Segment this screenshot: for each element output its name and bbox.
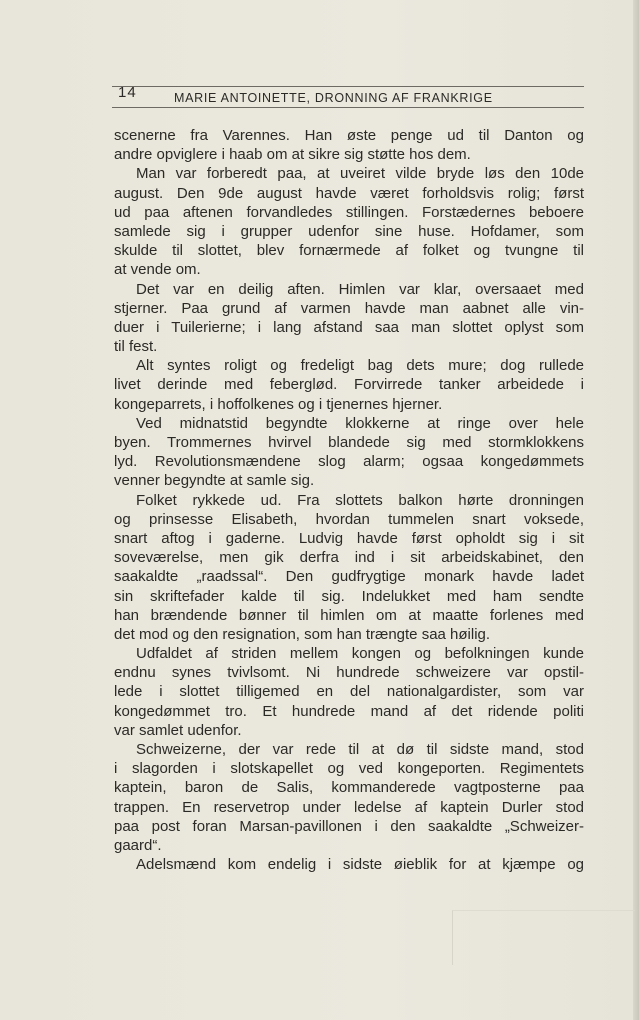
running-title: MARIE ANTOINETTE, DRONNING AF FRANKRIGE bbox=[174, 91, 493, 105]
text-line: Udfaldet af striden mellem kongen og befolkningen kunde bbox=[136, 645, 584, 663]
text-line: scenerne fra Varennes. Han øste penge ud til Danton og bbox=[114, 127, 584, 144]
text-line: samlede sig i grupper udenfor sine huse. Hofdamer, som bbox=[114, 222, 584, 240]
text-line: venner begyndte at samle sig. bbox=[114, 472, 315, 490]
text-line: Schweizerne, der var rede til at dø til sidste mand, stod bbox=[136, 741, 584, 758]
page-edge bbox=[633, 0, 639, 1020]
body-text bbox=[114, 126, 584, 874]
text-line: Det var en deilig aften. Himlen var klar, oversaaet med bbox=[136, 280, 584, 298]
paper-mark bbox=[452, 910, 635, 965]
text-line: saakaldte „raadssal“. Den gudfrygtige monark havde ladet bbox=[114, 568, 584, 586]
text-line: han brændende bønner til himlen om at maatte forlenes med bbox=[114, 606, 584, 624]
text-line: livet derinde med feberglød. Forvirrede tanker arbeidede i bbox=[114, 376, 584, 394]
text-line: i slagorden i slotskapellet og ved kongeporten. Regimentets bbox=[114, 760, 584, 778]
page-header bbox=[112, 80, 584, 108]
text-line: paa post foran Marsan-pavillonen i den saakaldte „Schweizer- bbox=[114, 817, 584, 835]
text-line: stjerner. Paa grund af varmen havde man aabnet alle vin- bbox=[114, 299, 584, 317]
text-line: snart aftog i gaderne. Ludvig havde først opholdt sig i sit bbox=[114, 529, 584, 547]
text-line: august. Den 9de august havde været forholdsvis rolig; først bbox=[114, 184, 584, 202]
text-line: Man var forberedt paa, at uveiret vilde bryde løs den 10de bbox=[136, 165, 584, 183]
text-line: skulde til slottet, blev fornærmede af folket og tvungne til bbox=[114, 242, 584, 260]
text-line: gaard“. bbox=[114, 836, 162, 854]
text-line: til fest. bbox=[114, 338, 158, 356]
text-line: byen. Trommernes hvirvel blandede sig med stormklokkens bbox=[114, 434, 584, 451]
header-rule-top bbox=[112, 86, 584, 87]
page-number: 14 bbox=[118, 84, 137, 101]
text-line: og prinsesse Elisabeth, hvordan tummelen snart voksede, bbox=[114, 510, 584, 528]
text-line: duer i Tuilerierne; i lang afstand saa man slottet oplyst som bbox=[114, 318, 584, 336]
text-line: det mod og den resignation, som han trængte saa høilig. bbox=[114, 625, 491, 643]
text-line: ud paa aftenen forvandledes stillingen. Forstædernes beboere bbox=[114, 203, 584, 221]
text-line: soveværelse, men gik derfra ind i sit arbeidskabinet, den bbox=[114, 549, 584, 567]
text-line: andre opviglere i haab om at sikre sig støtte hos dem. bbox=[114, 146, 471, 164]
text-line: endnu synes tvivlsomt. Ni hundrede schweizere var opstil- bbox=[114, 664, 584, 682]
text-line: Alt syntes roligt og fredeligt bag dets mure; dog rullede bbox=[136, 357, 584, 375]
text-line: kongeparrets, i hoffolkenes og i tjenernes hjerner. bbox=[114, 395, 443, 413]
text-line: sin skriftefader kalde til sig. Indelukket med ham sendte bbox=[114, 587, 584, 605]
text-line: at vende om. bbox=[114, 261, 201, 279]
text-line: Ved midnatstid begyndte klokkerne at ringe over hele bbox=[136, 414, 584, 432]
text-line: Adelsmænd kom endelig i sidste øieblik for at kjæmpe og bbox=[136, 856, 584, 874]
text-line: var samlet udenfor. bbox=[114, 721, 242, 739]
text-line: Folket rykkede ud. Fra slottets balkon hørte dronningen bbox=[136, 491, 584, 509]
header-rule-bottom bbox=[112, 107, 584, 108]
text-line: lyd. Revolutionsmændene slog alarm; ogsaa kongedømmets bbox=[114, 453, 584, 471]
text-line: lede i slottet tilligemed en del nationalgardister, som var bbox=[114, 683, 584, 701]
text-line: kongedømmet tro. Et hundrede mand af det ridende politi bbox=[114, 702, 584, 720]
text-line: kaptein, baron de Salis, kommanderede vagtposterne paa bbox=[114, 779, 584, 797]
text-line: trappen. En reservetrop under ledelse af kaptein Durler stod bbox=[114, 798, 584, 816]
